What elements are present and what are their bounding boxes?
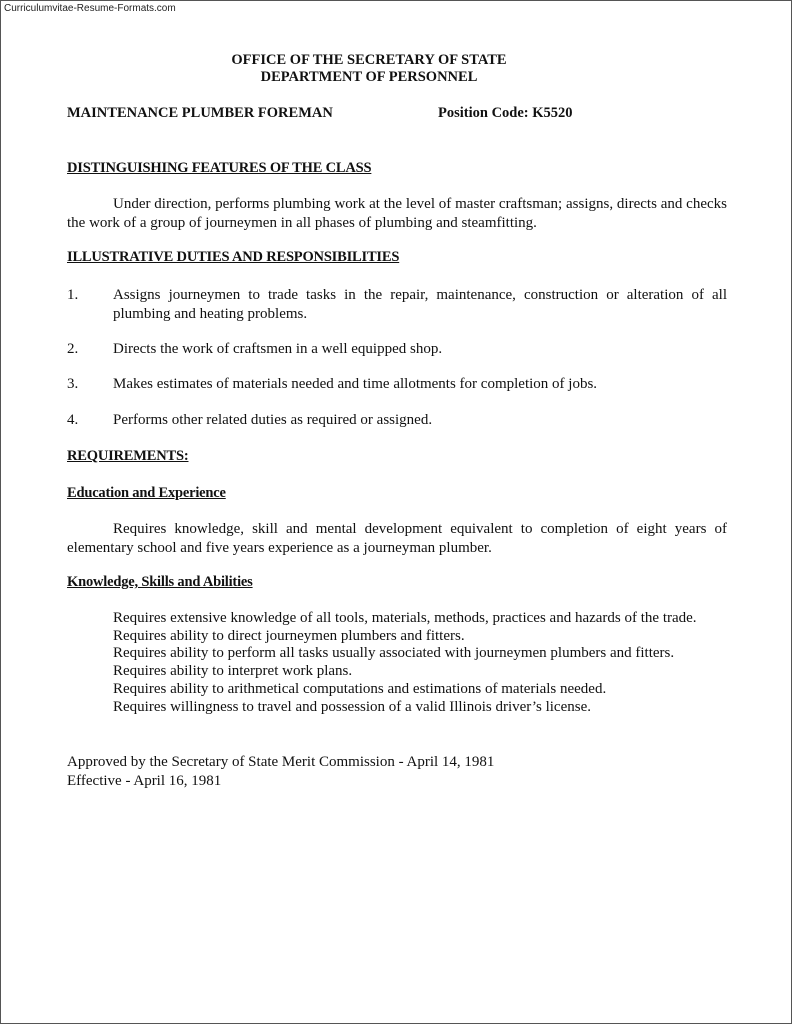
department-heading: DEPARTMENT OF PERSONNEL: [260, 69, 478, 85]
duty-text: Assigns journeymen to trade tasks in the repair, maintenance, construction or alteration of all plumbing and heating problems.: [113, 287, 727, 322]
ksa-item: Requires ability to direct journeymen plumbers and fitters.: [113, 627, 465, 644]
ksa-item: Requires ability to interpret work plans.: [113, 663, 353, 680]
position-title: MAINTENANCE PLUMBER FOREMAN: [67, 105, 333, 121]
duty-text: Makes estimates of materials needed and time allotments for completion of jobs.: [113, 376, 598, 392]
duties-heading: ILLUSTRATIVE DUTIES AND RESPONSIBILITIES: [67, 249, 400, 265]
watermark: Curriculumvitae-Resume-Formats.com: [4, 3, 176, 14]
effective-line: Effective - April 16, 1981: [67, 772, 222, 789]
ksa-item: Requires extensive knowledge of all tools, materials, methods, practices and hazards of the trade.: [113, 610, 697, 626]
distinguishing-heading: DISTINGUISHING FEATURES OF THE CLASS: [67, 160, 372, 176]
ksa-list: [113, 610, 727, 716]
position-code: Position Code: K5520: [438, 105, 573, 121]
duty-number: 2.: [67, 341, 79, 357]
ksa-item: Requires ability to perform all tasks usually associated with journeymen plumbers and fitters.: [113, 645, 675, 662]
title-row: [67, 105, 727, 122]
duty-number: 1.: [67, 287, 79, 303]
distinguishing-text: Under direction, performs plumbing work at the level of master craftsman; assigns, directs and checks the work of a group of journeymen in all phases of plumbing and steamfitting.: [67, 196, 727, 231]
office-heading: OFFICE OF THE SECRETARY OF STATE: [231, 52, 507, 68]
duty-text: Directs the work of craftsmen in a well equipped shop.: [113, 341, 443, 357]
requirements-heading: REQUIREMENTS:: [67, 448, 189, 464]
duty-number: 4.: [67, 412, 79, 428]
education-heading: Education and Experience: [67, 485, 226, 501]
ksa-heading: Knowledge, Skills and Abilities: [67, 574, 253, 590]
ksa-item: Requires ability to arithmetical computations and estimations of materials needed.: [113, 680, 607, 697]
approval-block: [67, 753, 494, 790]
ksa-item: Requires willingness to travel and possession of a valid Illinois driver’s license.: [113, 698, 591, 715]
approval-line: Approved by the Secretary of State Merit Commission - April 14, 1981: [67, 754, 495, 770]
education-text: Requires knowledge, skill and mental development equivalent to completion of eight years of elementary school and five years experience as a journeyman plumber.: [67, 521, 727, 556]
duty-text: Performs other related duties as required or assigned.: [113, 412, 433, 428]
duty-number: 3.: [67, 376, 79, 392]
